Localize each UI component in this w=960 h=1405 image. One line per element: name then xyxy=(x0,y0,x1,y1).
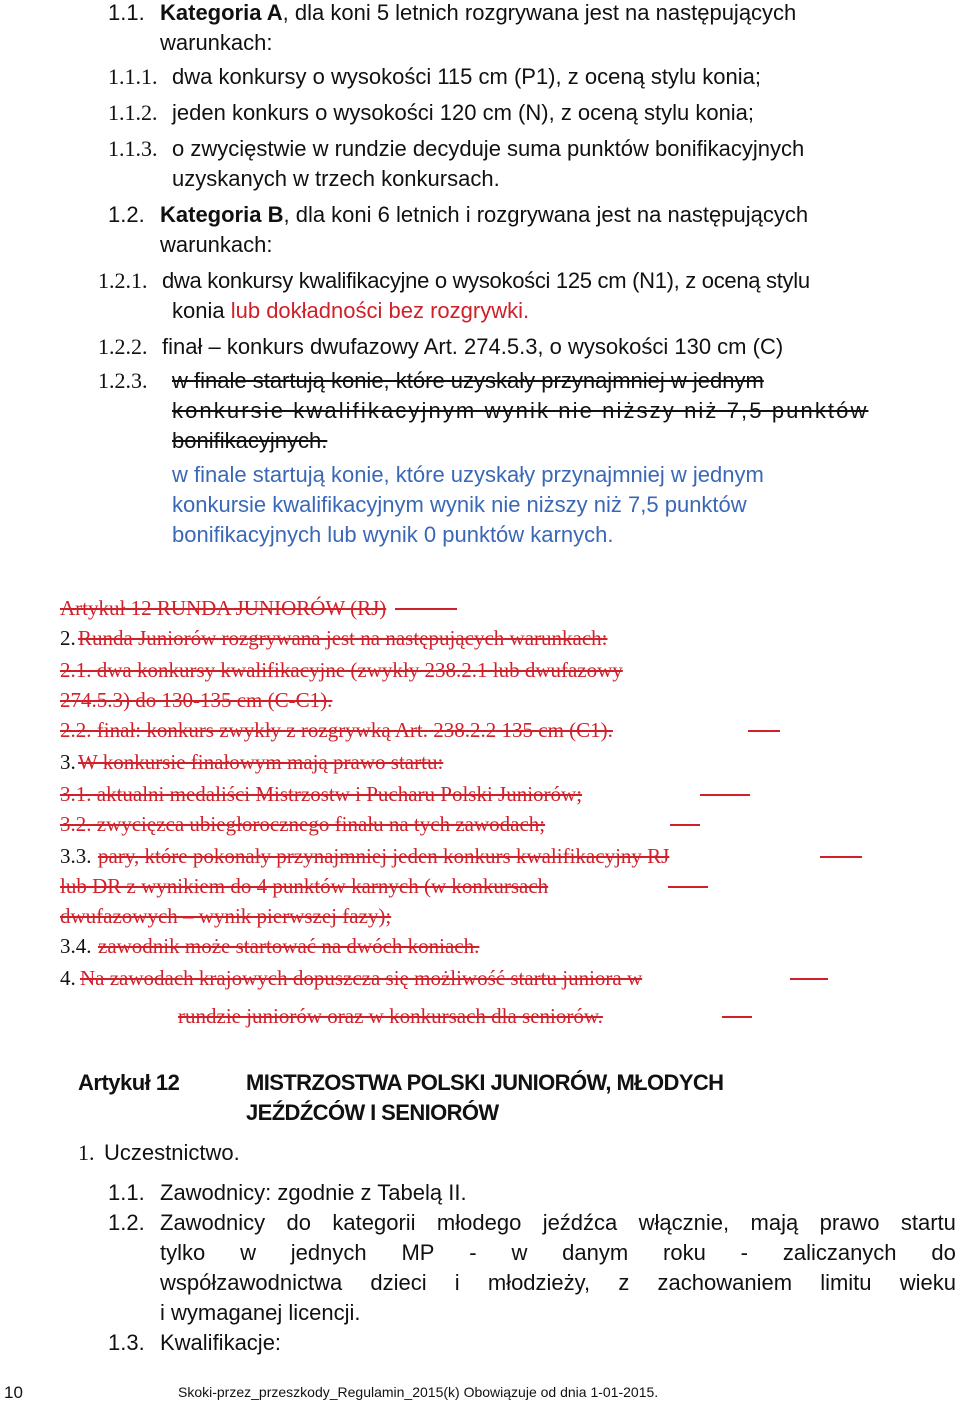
section-1-1-2-number: 1.1.2. xyxy=(108,100,158,125)
inserted-text-red: lub dokładności bez rozgrywki. xyxy=(230,298,530,323)
section-1-2-1-cont-text: konia xyxy=(172,298,231,323)
category-b-label: Kategoria B xyxy=(160,202,284,227)
section-u-1-3-number: 1.3. xyxy=(108,1330,145,1355)
section-1-1-text: , dla koni 5 letnich rozgrywana jest na następujących xyxy=(282,0,797,25)
deleted-point-3-1: 3.1. aktualni medaliści Mistrzostw i Pucharu Polski Juniorów; xyxy=(60,782,583,806)
deleted-point-4-continuation: rundzie juniorów oraz w konkursach dla seniorów. xyxy=(178,1004,603,1028)
deleted-point-3-3-number: 3.3. xyxy=(60,844,92,868)
page-number: 10 xyxy=(4,1383,23,1402)
section-1-1-3-text: o zwycięstwie w rundzie decyduje suma punktów bonifikacyjnych xyxy=(172,136,805,161)
section-1-2-3-deleted-line-1: w finale startują konie, które uzyskały przynajmniej w jednym xyxy=(172,368,764,393)
section-1-2-2-text: finał – konkurs dwufazowy Art. 274.5.3, o wysokości 130 cm (C) xyxy=(162,334,784,359)
deleted-point-3-number: 3. xyxy=(60,750,76,774)
section-u-1-2-line-4: i wymaganej licencji. xyxy=(160,1300,361,1325)
strike-extension xyxy=(700,794,750,796)
section-1-1-1-text: dwa konkursy o wysokości 115 cm (P1), z oceną stylu konia; xyxy=(172,64,761,89)
section-1-1-3-continuation: uzyskanych w trzech konkursach. xyxy=(172,166,500,191)
deleted-point-3-3: pary, które pokonały przynajmniej jeden konkurs kwalifikacyjny RJ xyxy=(98,844,670,868)
strike-extension xyxy=(722,1016,752,1018)
strike-extension xyxy=(820,856,862,858)
section-1-2-3-deleted-line-2: konkursie kwalifikacyjnym wynik nie niższy niż 7,5 punktów xyxy=(172,398,869,423)
article-12-label: Artykuł 12 xyxy=(78,1070,180,1095)
section-1-2-number: 1.2. xyxy=(108,202,145,227)
section-1-1-1-number: 1.1.1. xyxy=(108,64,158,89)
deleted-point-2: Runda Juniorów rozgrywana jest na następujących warunkach: xyxy=(78,626,608,650)
participation-heading: Uczestnictwo. xyxy=(104,1140,240,1165)
deleted-point-4-number: 4. xyxy=(60,966,76,990)
section-1-1-2-text: jeden konkurs o wysokości 120 cm (N), z oceną stylu konia; xyxy=(172,100,755,125)
strike-extension xyxy=(395,608,457,610)
deleted-point-4: Na zawodach krajowych dopuszcza się możliwość startu juniora w xyxy=(80,966,643,990)
section-1-2-1-text: dwa konkursy kwalifikacyjne o wysokości 125 cm (N1), z oceną stylu xyxy=(162,268,810,293)
section-u-1-1-text: Zawodnicy: zgodnie z Tabelą II. xyxy=(160,1180,467,1205)
deleted-point-3-4: zawodnik może startować na dwóch koniach. xyxy=(98,934,480,958)
strike-extension xyxy=(670,824,700,826)
section-u-1-1-number: 1.1. xyxy=(108,1180,145,1205)
participation-number: 1. xyxy=(78,1140,95,1165)
section-u-1-2-line-3: współzawodnictwa dzieci i młodzieży, z zachowaniem limitu wieku xyxy=(160,1270,956,1295)
section-1-2-3-new-line-1: w finale startują konie, które uzyskały przynajmniej w jednym xyxy=(172,462,764,487)
deleted-point-3-3-continuation: lub DR z wynikiem do 4 punktów karnych (w konkursach xyxy=(60,874,549,898)
deleted-point-2-2: 2.2. finał: konkurs zwykły z rozgrywką Art. 238.2.2 135 cm (C1). xyxy=(60,718,613,742)
section-u-1-2-line-1: Zawodnicy do kategorii młodego jeźdźca włącznie, mają prawo startu xyxy=(160,1210,956,1235)
deleted-point-3-3-continuation-2: dwufazowych – wynik pierwszej fazy); xyxy=(60,904,392,928)
section-u-1-3-text: Kwalifikacje: xyxy=(160,1330,282,1355)
deleted-point-2-1-continuation: 274.5.3) do 130-135 cm (C-C1). xyxy=(60,688,333,712)
article-12-title-line-2: JEŹDŹCÓW I SENIORÓW xyxy=(246,1100,499,1125)
section-1-1-3-number: 1.1.3. xyxy=(108,136,158,161)
section-u-1-2-line-2: tylko w jednych MP - w danym roku - zaliczanych do xyxy=(160,1240,956,1265)
deleted-point-3-2: 3.2. zwycięzca ubiegłorocznego finału na tych zawodach; xyxy=(60,812,546,836)
deleted-point-2-1: 2.1. dwa konkursy kwalifikacyjne (zwykły 238.2.1 lub dwufazowy xyxy=(60,658,623,682)
section-1-2-2-number: 1.2.2. xyxy=(98,334,148,359)
section-1-1-heading xyxy=(160,0,796,26)
section-1-2-3-deleted-line-3: bonifikacyjnych. xyxy=(172,428,328,453)
footer-text: Skoki-przez_przeszkody_Regulamin_2015(k) Obowiązuje od dnia 1-01-2015. xyxy=(178,1384,659,1400)
section-1-2-heading xyxy=(160,202,808,228)
section-1-2-continuation: warunkach: xyxy=(160,232,273,257)
strike-extension xyxy=(748,730,780,732)
category-a-label: Kategoria A xyxy=(160,0,283,25)
section-1-2-1-continuation xyxy=(172,298,529,324)
section-1-2-3-new-line-3: bonifikacyjnych lub wynik 0 punktów karnych. xyxy=(172,522,614,547)
section-1-2-3-new-line-2: konkursie kwalifikacyjnym wynik nie niższy niż 7,5 punktów xyxy=(172,492,747,517)
deleted-point-3-4-number: 3.4. xyxy=(60,934,92,958)
section-1-2-3-number: 1.2.3. xyxy=(98,368,148,393)
section-1-1-continuation: warunkach: xyxy=(160,30,273,55)
strike-extension xyxy=(668,886,708,888)
section-1-2-text: , dla koni 6 letnich i rozgrywana jest na następujących xyxy=(283,202,809,227)
section-1-1-number: 1.1. xyxy=(108,0,145,25)
strike-extension xyxy=(790,978,828,980)
deleted-point-2-number: 2. xyxy=(60,626,76,650)
article-12-title-line-1: MISTRZOSTWA POLSKI JUNIORÓW, MŁODYCH xyxy=(246,1070,724,1095)
section-u-1-2-number: 1.2. xyxy=(108,1210,145,1235)
deleted-article-title: Artykuł 12 RUNDA JUNIORÓW (RJ) xyxy=(60,596,387,620)
section-1-2-1-number: 1.2.1. xyxy=(98,268,148,293)
deleted-point-3: W konkursie finałowym mają prawo startu: xyxy=(78,750,444,774)
